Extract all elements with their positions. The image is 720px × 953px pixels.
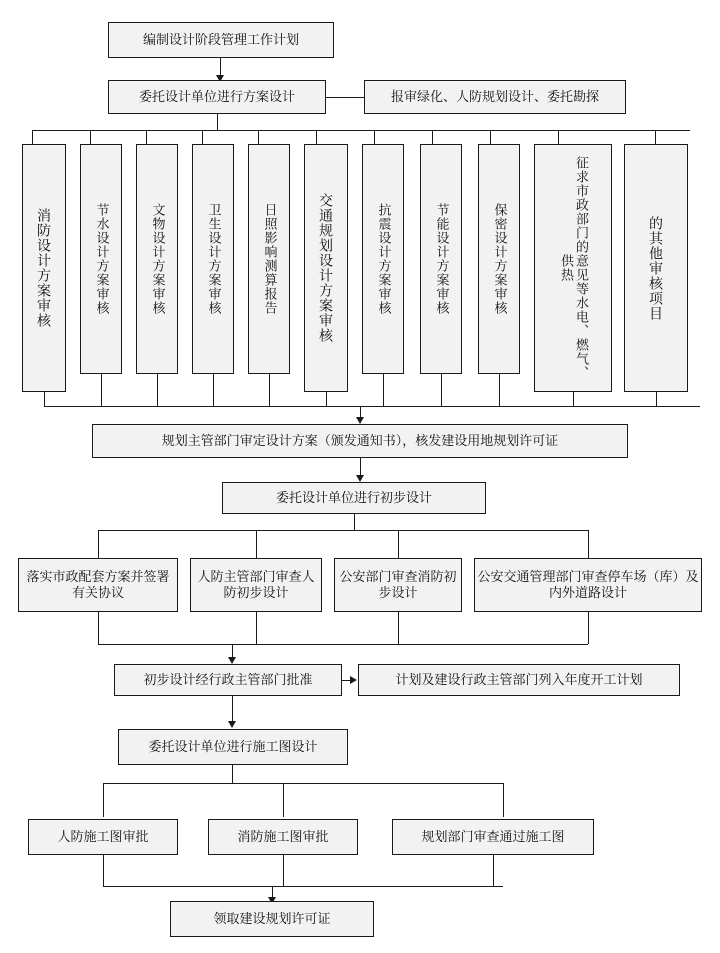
connector-branch-3 [146, 130, 147, 144]
node-heritage [136, 144, 178, 374]
connector-bus-drop [217, 114, 218, 130]
connector-branch-7 [374, 130, 375, 144]
node-planning-approval-label: 规划主管部门审定设计方案（颁发通知书），核发建设用地规划许可证 [161, 432, 559, 448]
connector-cd-merge-1 [103, 855, 104, 886]
node-preliminary-approved-label: 初步设计经行政主管部门批准 [143, 671, 313, 687]
connector-cd-branch-2 [283, 783, 284, 817]
node-cd-fire [208, 819, 358, 855]
connector-preliminary-drop [354, 514, 355, 530]
node-annual-plan [358, 664, 680, 696]
node-green-review [364, 80, 626, 114]
node-civil-defense-review-label: 人防主管部门审查人防初步设计 [197, 568, 315, 600]
connector-prelim-branch-1 [98, 530, 99, 558]
arrowhead-prelim-merge [228, 657, 236, 664]
node-heritage-label: 文物设计方案审核 [150, 203, 166, 315]
arrowhead-merge-to-planning [356, 417, 364, 424]
node-civil-defense-review [190, 558, 322, 612]
node-entrust-scheme [108, 80, 326, 114]
connector-merge-1 [44, 392, 45, 406]
node-energy-saving-label: 节能设计方案审核 [434, 203, 450, 315]
connector-preliminary-horizontal [98, 530, 588, 531]
node-green-review-label: 报审绿化、人防规划设计、委托勘探 [390, 88, 599, 104]
node-fire-scheme-label: 消防设计方案审核 [36, 208, 53, 328]
node-public-security-fire [334, 558, 462, 612]
connector-branch-8 [432, 130, 433, 144]
connector-prelim-merge-3 [398, 612, 399, 644]
node-seismic [362, 144, 404, 374]
node-sunlight-label: 日照影响测算报告 [262, 203, 278, 315]
node-sunlight [248, 144, 290, 374]
node-confidential [478, 144, 520, 374]
connector-cd-branch-1 [103, 783, 104, 817]
node-entrust-scheme-label: 委托设计单位进行方案设计 [138, 88, 295, 104]
connector-merge-5 [269, 374, 270, 406]
connector-prelim-merge-horizontal [98, 644, 588, 645]
arrowhead-approved-to-annual [350, 676, 357, 684]
node-confidential-label: 保密设计方案审核 [492, 203, 508, 315]
node-entrust-construction-drawing [118, 729, 348, 765]
node-cd-fire-label: 消防施工图审批 [237, 828, 329, 844]
node-traffic-parking [474, 558, 702, 612]
node-municipal-supporting [18, 558, 178, 612]
node-other-review-label: 的其他审核项目 [648, 215, 665, 321]
node-traffic [304, 144, 348, 392]
node-preliminary-approved [114, 664, 342, 696]
connector-branch-4 [202, 130, 203, 144]
connector-merge-4 [213, 374, 214, 406]
node-permit-label: 领取建设规划许可证 [213, 910, 331, 926]
node-fire-scheme [22, 144, 66, 392]
node-entrust-preliminary [222, 482, 486, 514]
node-traffic-label: 交通规划设计方案审核 [318, 193, 335, 343]
node-cd-planning [392, 819, 594, 855]
connector-merge-9 [499, 374, 500, 406]
node-municipal-supporting-label: 落实市政配套方案并签署有关协议 [26, 568, 170, 600]
node-cd-civil-defense-label: 人防施工图审批 [57, 828, 149, 844]
connector-merge-7 [383, 374, 384, 406]
node-other-review [624, 144, 688, 392]
arrowhead-approved-to-cd [228, 721, 236, 728]
connector-approved-to-cd [232, 696, 233, 724]
connector-prelim-branch-3 [398, 530, 399, 558]
node-seismic-label: 抗震设计方案审核 [376, 203, 392, 315]
node-water-saving-label: 节水设计方案审核 [94, 203, 110, 315]
connector-merge-2 [101, 374, 102, 406]
node-public-security-fire-label: 公安部门审查消防初步设计 [339, 568, 457, 600]
connector-merge-10 [573, 392, 574, 406]
node-water-saving [80, 144, 122, 374]
connector-merge-8 [441, 374, 442, 406]
node-municipal-opinion [534, 144, 612, 392]
connector-branch-11 [655, 130, 656, 144]
connector-merge-3 [157, 374, 158, 406]
node-plan-label: 编制设计阶段管理工作计划 [142, 31, 299, 47]
connector-cd-merge-2 [283, 855, 284, 886]
node-sanitation-label: 卫生设计方案审核 [206, 203, 222, 315]
connector-cd-merge-horizontal [103, 886, 503, 887]
connector-cd-horizontal [103, 783, 503, 784]
node-cd-planning-label: 规划部门审查通过施工图 [421, 828, 565, 844]
connector-prelim-merge-4 [588, 612, 589, 644]
node-energy-saving [420, 144, 462, 374]
connector-branch-6 [316, 130, 317, 144]
node-plan [108, 22, 334, 58]
connector-branch-10 [558, 130, 559, 144]
node-annual-plan-label: 计划及建设行政主管部门列入年度开工计划 [395, 671, 643, 687]
connector-branch-2 [90, 130, 91, 144]
connector-branch-9 [490, 130, 491, 144]
connector-prelim-branch-2 [256, 530, 257, 558]
connector-prelim-merge-2 [256, 612, 257, 644]
node-entrust-construction-drawing-label: 委托设计单位进行施工图设计 [148, 738, 318, 754]
node-entrust-preliminary-label: 委托设计单位进行初步设计 [275, 489, 432, 505]
connector-cd-branch-3 [503, 783, 504, 817]
node-cd-civil-defense [28, 819, 178, 855]
connector-entrust-to-green [326, 97, 364, 98]
connector-prelim-branch-4 [588, 530, 589, 558]
node-municipal-opinion-label: 征求市政部门的意见等水电、燃气、供热 [559, 156, 589, 380]
node-traffic-parking-label: 公安交通管理部门审查停车场（库）及内外道路设计 [477, 568, 699, 600]
connector-cd-drop [232, 765, 233, 783]
connector-bus-horizontal [32, 130, 690, 131]
arrowhead-planning-to-preliminary [356, 475, 364, 482]
connector-branch-5 [258, 130, 259, 144]
connector-prelim-merge-1 [98, 612, 99, 644]
node-permit [170, 901, 374, 937]
connector-branch-1 [32, 130, 33, 144]
connector-cd-merge-3 [493, 855, 494, 886]
connector-merge-11 [656, 392, 657, 406]
connector-merge-horizontal [44, 406, 700, 407]
connector-merge-6 [326, 392, 327, 406]
node-sanitation [192, 144, 234, 374]
node-planning-approval [92, 424, 628, 458]
